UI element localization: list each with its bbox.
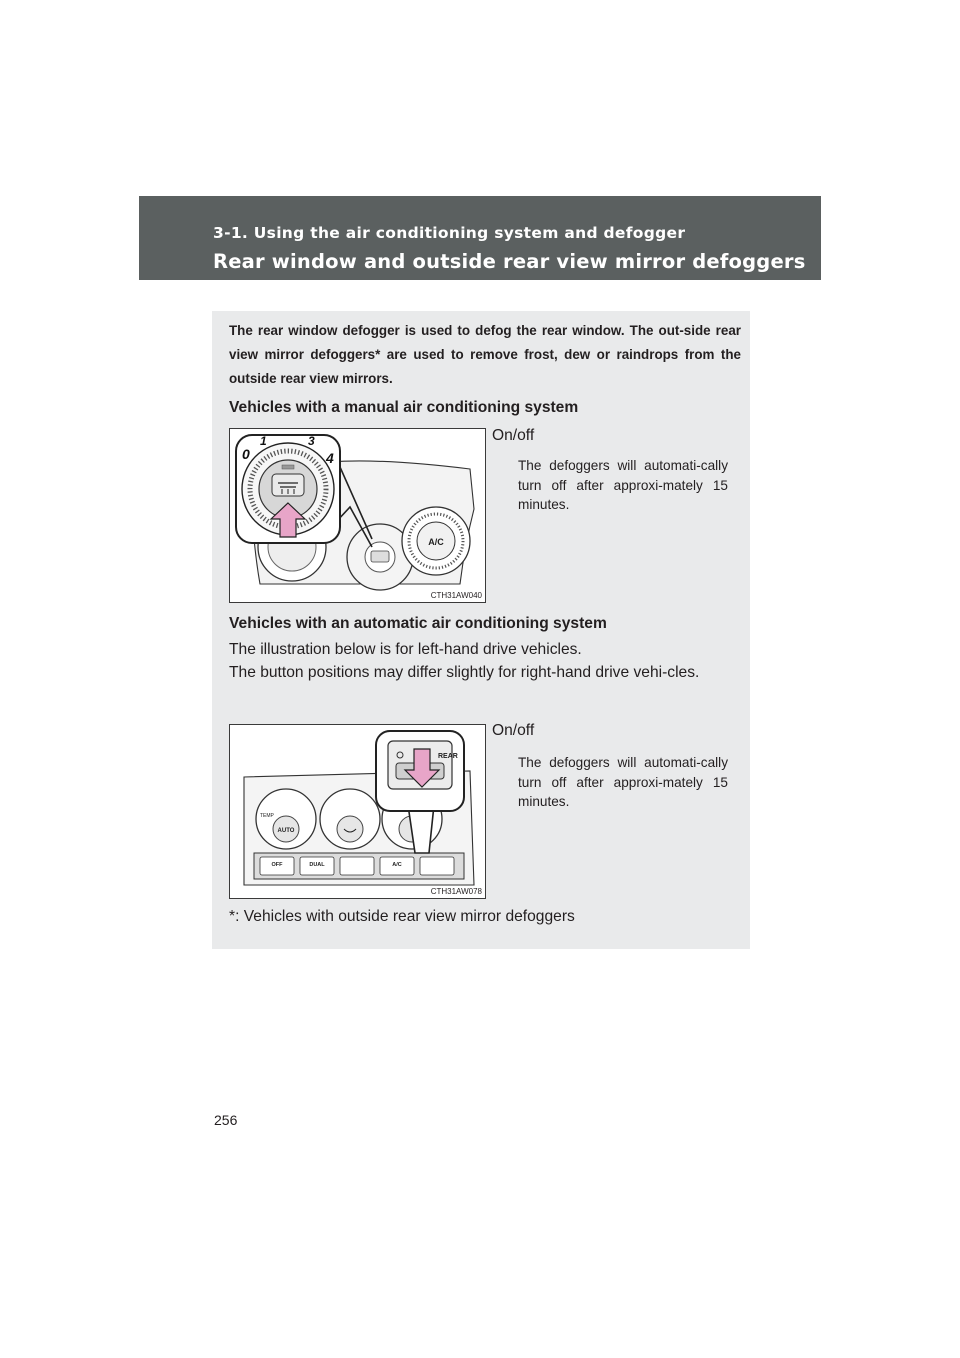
auto-label: AUTO <box>277 828 295 834</box>
dial-label-3: 3 <box>308 434 315 448</box>
manual-callout-title: On/off <box>492 427 535 444</box>
figure-code: CTH31AW040 <box>430 591 482 600</box>
rear-label: REAR <box>438 753 458 760</box>
manual-heading: Vehicles with a manual air conditioning system <box>229 399 579 416</box>
figure-code: CTH31AW078 <box>430 887 482 896</box>
intro-paragraph: The rear window defogger is used to defog the rear window. The out-side rear view mirror defoggers* are used to remove frost, dew or raindrops from the outside rear view mirrors. <box>229 323 741 386</box>
automatic-note-lhd: The illustration below is for left-hand drive vehicles. <box>229 641 582 658</box>
automatic-callout-text: The defoggers will automati-cally turn off after approxi-mately 15 minutes. <box>518 755 728 809</box>
page-title: Rear window and outside rear view mirror defoggers <box>213 250 806 273</box>
dual-button-label: DUAL <box>309 862 325 868</box>
manual-callout-text: The defoggers will automati-cally turn off after approxi-mately 15 minutes. <box>518 458 728 512</box>
dial-label-0: 0 <box>242 446 250 462</box>
ac-button-label: A/C <box>392 862 402 868</box>
automatic-ac-illustration <box>229 724 486 899</box>
manual-ac-illustration <box>229 428 486 603</box>
footnote: *: Vehicles with outside rear view mirror defoggers <box>229 908 575 925</box>
section-header <box>139 196 821 280</box>
off-button-label: OFF <box>271 862 283 868</box>
dial-label-4: 4 <box>326 450 334 466</box>
dial-label-1: 1 <box>260 434 267 448</box>
page-number: 256 <box>214 1112 238 1128</box>
automatic-note-rhd: The button positions may differ slightly for right-hand drive vehi-cles. <box>229 664 700 681</box>
content-box <box>212 311 750 949</box>
section-label: 3-1. Using the air conditioning system and defogger <box>213 224 686 242</box>
ac-label: A/C <box>428 537 444 547</box>
temp-label: TEMP <box>260 813 274 819</box>
automatic-heading: Vehicles with an automatic air conditioning system <box>229 615 607 632</box>
automatic-callout-title: On/off <box>492 722 535 739</box>
